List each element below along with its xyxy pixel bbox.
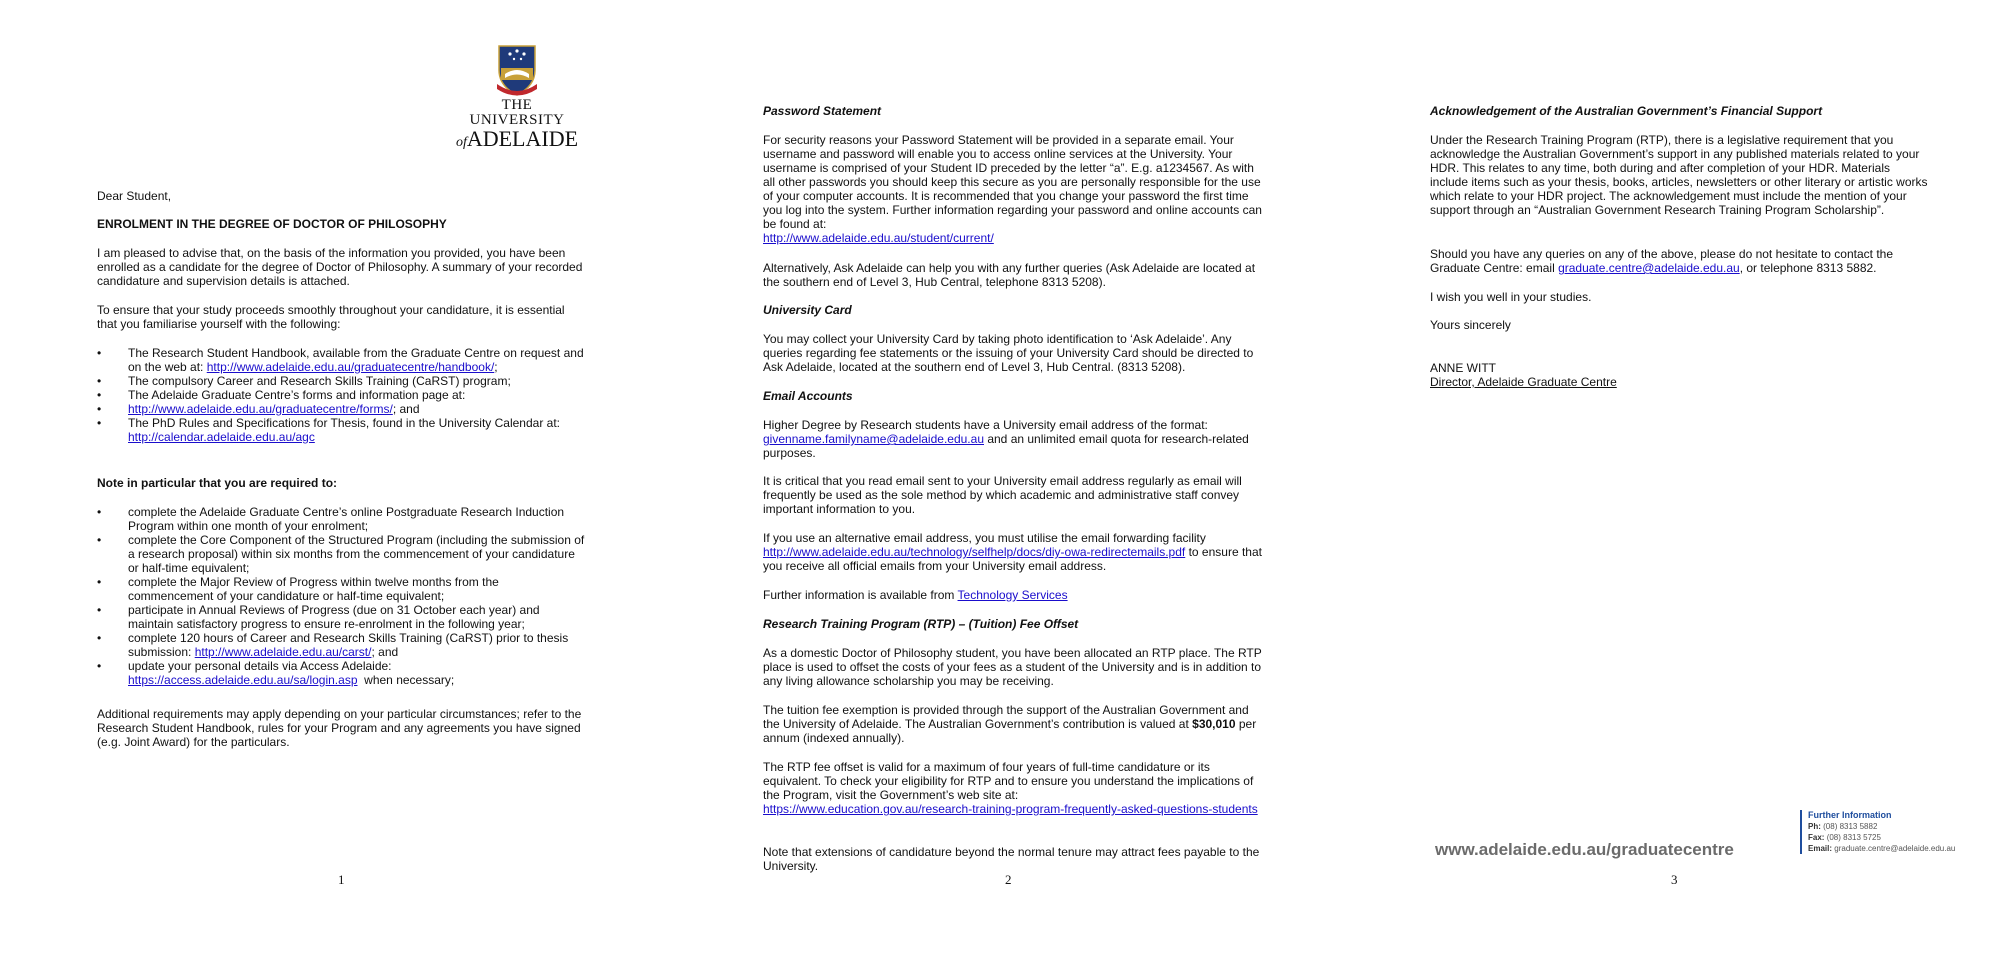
footer-info-title: Further Information <box>1808 810 1892 820</box>
page-number-3: 3 <box>1671 872 1678 887</box>
list-item: • The Adelaide Graduate Centre’s forms and information page at: <box>97 388 587 402</box>
access-adelaide-link[interactable]: https://access.adelaide.edu.au/sa/login.asp <box>128 673 358 687</box>
card-paragraph: You may collect your University Card by taking photo identification to ‘Ask Adelaide’. Any queries regarding fee statements or the issuing of your University Card should be directed to Ask Adelaide, located at the southern end of Level 3, Hub Central. (8313 5208). <box>763 332 1254 374</box>
student-current-link[interactable]: http://www.adelaide.edu.au/student/current/ <box>763 231 994 245</box>
paragraph-additional: Additional requirements may apply depending on your particular circumstances; refer to the Research Student Handbook, rules for your Program and any agreements you have signed (e.g. Joint Award) for the particulars. <box>97 707 582 749</box>
note-heading: Note in particular that you are required to: <box>97 476 338 490</box>
email-format-link[interactable]: givenname.familyname@adelaide.edu.au <box>763 432 984 446</box>
letter-heading: ENROLMENT IN THE DEGREE OF DOCTOR OF PHILOSOPHY <box>97 217 447 231</box>
rtp-faq-link[interactable]: https://www.education.gov.au/research-training-program-frequently-asked-questions-students <box>763 802 1258 816</box>
email-heading: Email Accounts <box>763 389 853 403</box>
list-item: • complete the Major Review of Progress within twelve months from the commencement of your candidature or half-time equivalent; <box>97 575 587 603</box>
signatory <box>1430 361 1930 389</box>
paragraph-enrolment: I am pleased to advise that, on the basis of the information you provided, you have been enrolled as a candidate for the degree of Doctor of Philosophy. A summary of your recorded candidature and supervision details is attached. <box>97 246 583 288</box>
rtp-paragraph-1: As a domestic Doctor of Philosophy student, you have been allocated an RTP place. The RTP place is used to offset the costs of your fees as a student of the University and is in addition to any living allowance scholarship you may be receiving. <box>763 646 1262 688</box>
resources-list <box>97 346 587 444</box>
page-2 <box>763 0 1263 980</box>
university-logo <box>455 44 579 151</box>
list-item: • complete 120 hours of Career and Research Skills Training (CaRST) prior to thesis submission: http://www.adelaide.edu.au/carst/; and <box>97 631 587 659</box>
logo-text-university: THE UNIVERSITY <box>469 97 565 128</box>
email-redirect-link[interactable]: http://www.adelaide.edu.au/technology/selfhelp/docs/diy-owa-redirectemails.pdf <box>763 545 1186 559</box>
list-item: • http://www.adelaide.edu.au/graduatecentre/forms/; and <box>97 402 587 416</box>
list-item: • complete the Adelaide Graduate Centre’s online Postgraduate Research Induction Program within one month of your enrolment; <box>97 505 587 533</box>
technology-services-link[interactable]: Technology Services <box>957 588 1068 602</box>
footer-phone: Ph: (08) 8313 5882 <box>1808 822 1878 831</box>
forms-link[interactable]: http://www.adelaide.edu.au/graduatecentre/forms/ <box>128 402 393 416</box>
crest-icon <box>495 44 539 96</box>
password-paragraph: For security reasons your Password Statement will be provided in a separate email. Your username and password will enable you to access online services at the University. Your username is comprised of your Student ID preceded by the letter “a”. E.g. a1234567. As with all other passwords you should keep this secure as you are personally responsible for the use of your computer accounts. It is recommended that you change your password the first time you log into the system. Further information regarding your password and online accounts can be found at: http://www.adelaide.edu.au/student/current/ <box>763 133 1262 245</box>
email-critical-paragraph: It is critical that you read email sent to your University email address regularly as email will frequently be used as the sole method by which academic and administrative staff convey important information to you. <box>763 474 1242 516</box>
footer-contact-info <box>1800 810 1955 854</box>
email-forwarding-paragraph: If you use an alternative email address, you must utilise the email forwarding facility http://www.adelaide.edu.au/technology/selfhelp/docs/diy-owa-redirectemails.pdf to ensure that you receive all official emails from your University email address. <box>763 531 1262 573</box>
acknowledgement-paragraph: Under the Research Training Program (RTP), there is a legislative requirement that you acknowledge the Australian Government’s support in any published materials related to your HDR. This relates to any time, both during and after completion of your HDR. Materials include items such as your thesis, books, articles, newsletters or other literary or artistic works which relate to your HDR project. The acknowledgement must include the mention of your support through an “Australian Government Research Training Program Scholarship”. <box>1430 133 1928 217</box>
list-item: • The Research Student Handbook, available from the Graduate Centre on request and on the web at: http://www.adelaide.edu.au/graduatecentre/handbook/; <box>97 346 587 374</box>
acknowledgement-heading: Acknowledgement of the Australian Government’s Financial Support <box>1430 104 1823 118</box>
logo-text-adelaide: ofADELAIDE <box>455 126 579 151</box>
further-info-paragraph: Further information is available from Technology Services <box>763 588 1068 602</box>
password-heading: Password Statement <box>763 104 882 118</box>
signatory-title: Director, Adelaide Graduate Centre <box>1430 375 1617 389</box>
rtp-heading: Research Training Program (RTP) – (Tuition) Fee Offset <box>763 617 1079 631</box>
paragraph-familiarise: To ensure that your study proceeds smoothly throughout your candidature, it is essential that you familiarise yourself with the following: <box>97 303 565 331</box>
extensions-paragraph: Note that extensions of candidature beyond the normal tenure may attract fees payable to the University. <box>763 845 1260 873</box>
page-number-1: 1 <box>338 872 345 887</box>
rtp-paragraph-3: The RTP fee offset is valid for a maximum of four years of full-time candidature or its equivalent. To check your eligibility for RTP and to ensure you understand the implications of the Program, visit the Government’s web site at: https://www.education.gov.au/research-training-program-frequently-asked-questions-students <box>763 760 1258 816</box>
graduate-centre-email-link[interactable]: graduate.centre@adelaide.edu.au <box>1558 261 1740 275</box>
list-item: • update your personal details via Access Adelaide: https://access.adelaide.edu.au/sa/login.asp when necessary; <box>97 659 587 687</box>
footer-website: www.adelaide.edu.au/graduatecentre <box>1435 840 1734 859</box>
page-1 <box>97 0 587 980</box>
card-heading: University Card <box>763 303 852 317</box>
wish-paragraph: I wish you well in your studies. <box>1430 290 1592 304</box>
email-format-paragraph: Higher Degree by Research students have a University email address of the format: givenname.familyname@adelaide.edu.au and an unlimited email quota for research-related purposes. <box>763 418 1249 460</box>
list-item: • The compulsory Career and Research Skills Training (CaRST) program; <box>97 374 587 388</box>
salutation: Dear Student, <box>97 189 172 203</box>
page-number-2: 2 <box>1005 872 1012 887</box>
footer-email: Email: graduate.centre@adelaide.edu.au <box>1808 844 1956 853</box>
list-item: • participate in Annual Reviews of Progress (due on 31 October each year) and maintain satisfactory progress to ensure re-enrolment in the following year; <box>97 603 587 631</box>
handbook-link[interactable]: http://www.adelaide.edu.au/graduatecentre/handbook/ <box>206 360 495 374</box>
closing: Yours sincerely <box>1430 318 1511 332</box>
carst-link[interactable]: http://www.adelaide.edu.au/carst/ <box>194 645 372 659</box>
signatory-name: ANNE WITT <box>1430 361 1496 375</box>
requirements-list <box>97 505 587 687</box>
calendar-link[interactable]: http://calendar.adelaide.edu.au/agc <box>128 430 315 444</box>
list-item: • The PhD Rules and Specifications for Thesis, found in the University Calendar at: http://calendar.adelaide.edu.au/agc <box>97 416 587 444</box>
queries-paragraph: Should you have any queries on any of the above, please do not hesitate to contact the Graduate Centre: email graduate.centre@adelaide.edu.au, or telephone 8313 5882. <box>1430 247 1893 275</box>
ask-adelaide-paragraph: Alternatively, Ask Adelaide can help you with any further queries (Ask Adelaide are located at the southern end of Level 3, Hub Central, telephone 8313 5208). <box>763 261 1256 289</box>
footer-fax: Fax: (08) 8313 5725 <box>1808 833 1881 842</box>
rtp-paragraph-2: The tuition fee exemption is provided through the support of the Australian Government and the University of Adelaide. The Australian Government’s contribution is valued at $30,010 per annum (indexed annually). <box>763 703 1257 745</box>
list-item: • complete the Core Component of the Structured Program (including the submission of a research proposal) within six months from the commencement of your candidature or half-time equivalent; <box>97 533 587 575</box>
